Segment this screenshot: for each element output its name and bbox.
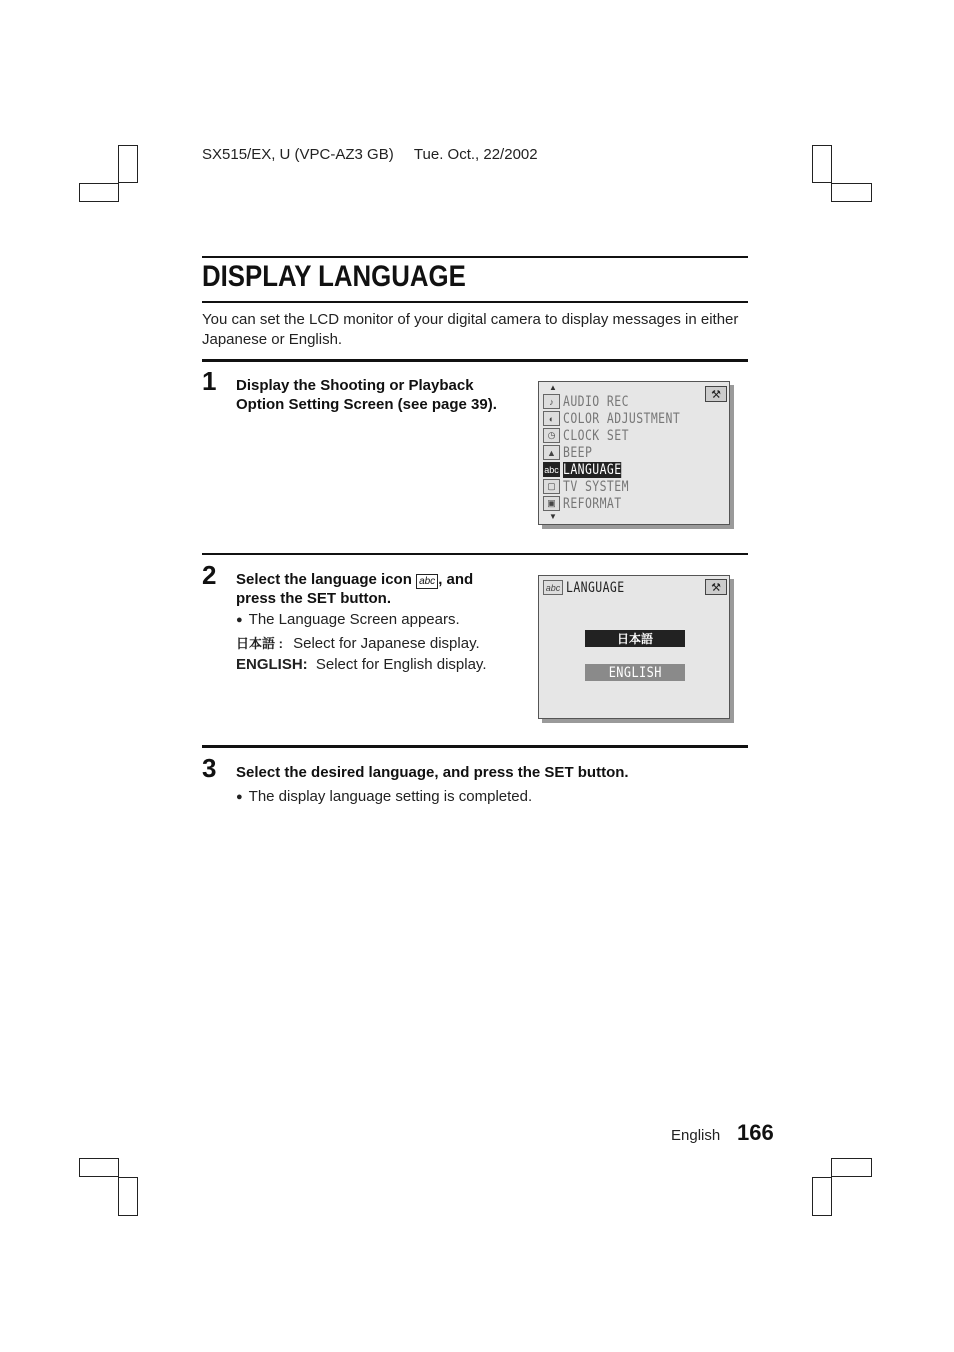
step-2-bullet: ● The Language Screen appears. (236, 609, 486, 633)
japanese-option-description (236, 633, 486, 655)
step-1-heading-line1: Display the Shooting or Playback (236, 377, 474, 394)
menu-item-label-selected: LANGUAGE (563, 461, 622, 478)
wrench-icon: ⚒ (705, 579, 727, 595)
title-bottom-rule (202, 301, 748, 303)
card-icon: ▣ (543, 496, 560, 511)
japanese-option-label: 日本語 (616, 632, 653, 646)
english-term: ENGLISH: (236, 656, 308, 673)
step-2-heading-line2: press the SET button. (236, 590, 392, 607)
step-2-heading-part2: , and (438, 571, 474, 588)
crop-mark-top-left-vertical (118, 145, 138, 183)
menu-item-label: TV SYSTEM (563, 478, 629, 495)
step-1-number: 1 (202, 366, 217, 396)
japanese-option-button[interactable] (585, 630, 685, 647)
footer-language: English (671, 1127, 721, 1144)
crop-mark-bottom-left-vertical (118, 1177, 138, 1216)
step-3-number: 3 (202, 753, 217, 783)
page-number: 166 (737, 1120, 774, 1145)
lcd-option-menu-screen (538, 381, 730, 525)
menu-item-label: REFORMAT (563, 495, 622, 512)
menu-item-label: AUDIO REC (563, 393, 629, 410)
menu-item-label: CLOCK SET (563, 427, 629, 444)
language-screen-title-text: LANGUAGE (566, 579, 625, 596)
english-option-description (236, 654, 486, 676)
crop-mark-top-right-vertical (812, 145, 832, 183)
step-1-rule (202, 359, 748, 362)
scroll-up-arrow-icon: ▲ (549, 383, 557, 392)
tv-icon: ▢ (543, 479, 560, 494)
english-option-label: ENGLISH (608, 664, 662, 681)
step-3-bullet: ● The display language setting is completed. (236, 786, 532, 810)
english-desc: Select for English display. (315, 656, 487, 673)
step-1-heading (236, 376, 497, 414)
language-icon: abc (416, 574, 438, 589)
menu-item-beep[interactable] (543, 444, 599, 461)
clock-icon: ◷ (543, 428, 560, 443)
step-2-heading (236, 570, 473, 608)
step-2-heading-part1: Select the language icon (236, 571, 412, 588)
menu-item-color-adjustment[interactable] (543, 410, 706, 427)
bell-icon: ▲ (543, 445, 560, 460)
language-icon: abc (543, 580, 563, 595)
intro-paragraph: You can set the LCD monitor of your digital camera to display messages in either Japanese or English. (202, 311, 739, 348)
step-2-number: 2 (202, 560, 217, 590)
title-top-rule (202, 256, 748, 258)
print-date: Tue. Oct., 22/2002 (413, 146, 538, 163)
crop-mark-bottom-right-horizontal (831, 1158, 872, 1177)
menu-item-label: BEEP (563, 444, 593, 461)
document-header (202, 146, 538, 163)
menu-item-tv-system[interactable] (543, 478, 643, 495)
crop-mark-bottom-left-horizontal (79, 1158, 119, 1177)
lcd-language-screen (538, 575, 730, 719)
wrench-icon: ⚒ (705, 386, 727, 402)
menu-item-label: COLOR ADJUSTMENT (563, 410, 681, 427)
japanese-desc: Select for Japanese display. (293, 634, 480, 652)
menu-item-clock-set[interactable] (543, 427, 643, 444)
menu-item-reformat[interactable] (543, 495, 634, 512)
menu-item-language[interactable] (543, 461, 634, 478)
step-2-body (236, 609, 486, 676)
step-2-rule (202, 553, 748, 555)
step-1-heading-line2: Option Setting Screen (see page 39). (236, 396, 497, 413)
japanese-term: 日本語 : (236, 635, 283, 651)
page-title: DISPLAY LANGUAGE (202, 260, 466, 293)
crop-mark-top-left-horizontal (79, 183, 119, 202)
language-icon: abc (543, 462, 560, 477)
step-3-heading: Select the desired language, and press the SET button. (236, 764, 629, 781)
step-3-body (236, 786, 532, 810)
english-option-button[interactable] (585, 664, 685, 681)
model-code: SX515/EX, U (VPC-AZ3 GB) (202, 146, 394, 163)
step-3-rule (202, 745, 748, 748)
palette-icon: ◐ (543, 411, 560, 426)
crop-mark-bottom-right-vertical (812, 1177, 832, 1216)
scroll-down-arrow-icon: ▼ (549, 512, 557, 521)
crop-mark-top-right-horizontal (831, 183, 872, 202)
language-screen-title (543, 579, 637, 596)
microphone-icon: ♪ (543, 394, 560, 409)
menu-item-audio-rec[interactable] (543, 393, 643, 410)
